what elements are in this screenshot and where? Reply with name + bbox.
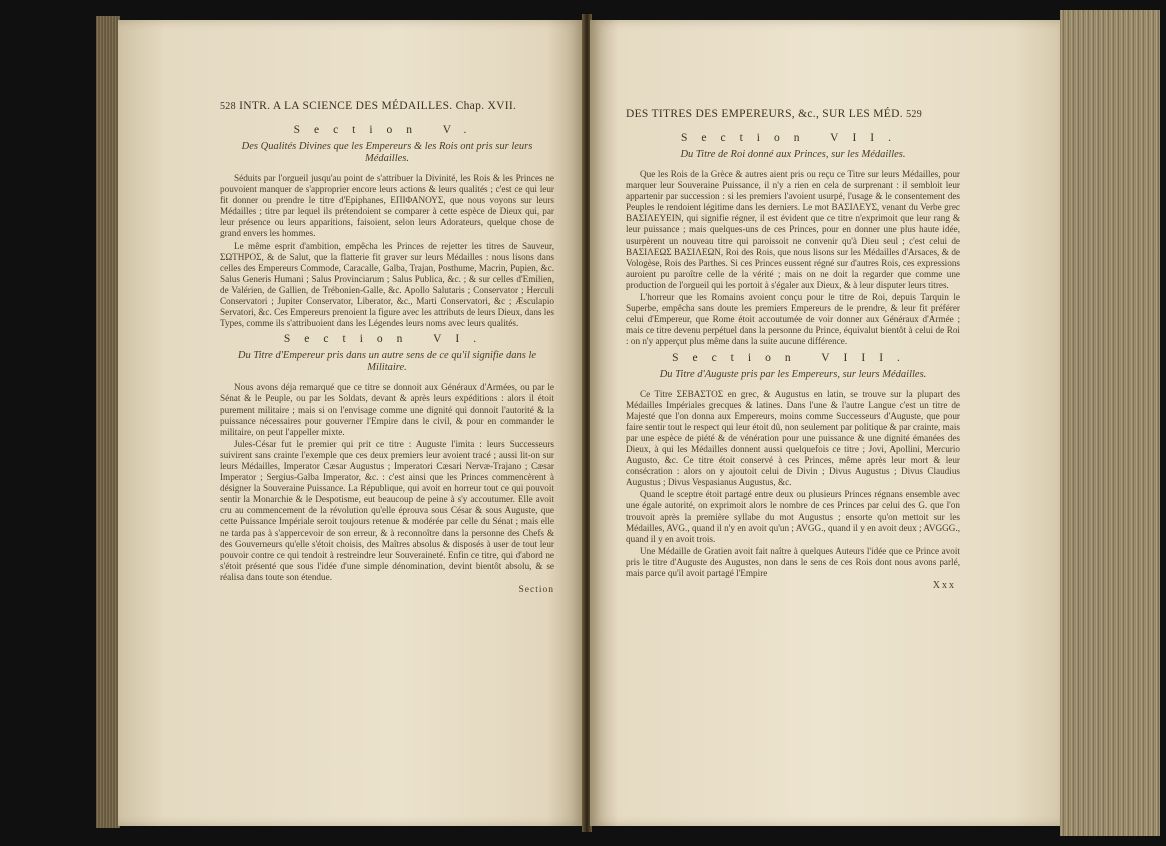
left-page-edges <box>96 16 120 828</box>
right-running-title: DES TITRES DES EMPEREURS, &c., SUR LES MÉD. <box>626 108 903 120</box>
right-running-head <box>626 108 960 120</box>
signature-mark: Xxx <box>932 580 956 592</box>
left-running-title: INTR. A LA SCIENCE DES MÉDAILLES. Chap. XVII. <box>239 100 517 112</box>
section-vi-paragraph: Jules-César fut le premier qui prit ce titre : Auguste l'imita : leurs Successeurs suivirent sans crainte l'exemple que ces deux premiers leur avoient tracé ; aussi lit-on sur leurs Médailles, Imperator Cæsar Augustus ; Imperatori Cæsari Nervæ-Trajano ; Cæsar Imperator ; Sergius-Galba Imperator, &c. : c'est ainsi que les Princes commencèrent à désigner la Souveraine Puissance. La République, qui avoit en horreur tout ce qui pouvoit sentir la Monarchie & le Despotisme, eut beaucoup de peine à s'y accoutumer. Elle avoit cru au commencement de la révolution qu'elle éprouva sous César & sous Auguste, que cette Puissance Impériale seroit toujours retenue & modérée par celle du Sénat ; mais elle ne tarda pas à s'appercevoir de son erreur, & à reconnoître dans la personne des Chefs & des Gouverneurs qu'elle s'étoit choisis, des Maîtres absolus & disposés à user de tout leur pouvoir contre ce qui tendoit à restreindre leur Souveraineté. Enfin ce titre, qui d'abord ne s'étoit présenté que sous l'idée d'une simple dénomination, devint bientôt absolu, & se réalisa dans toute son étendue. <box>220 438 554 582</box>
section-viii-paragraph: Quand le sceptre étoit partagé entre deux ou plusieurs Princes régnans ensemble avec une égale autorité, on exprimoit alors le nombre de ces Princes par celui des G. que l'on trouvoit après la première syllabe du mot Augustus ; ensorte qu'on mettoit sur les Médailles, AVG., quand il n'y en avoit qu'un ; AVGG., quand il y en avoit deux ; AVGGG., quand il y en avoit trois. <box>626 489 960 544</box>
left-text-block <box>220 100 554 595</box>
section-viii-paragraph: Ce Titre ΣΕΒΑΣΤΟΣ en grec, & Augustus en latin, se trouve sur la plupart des Médailles Impériales grecques & latines. Dans l'une & l'autre Langue c'est un titre de Majesté que l'on donna aux Empereurs, moins comme Successeurs d'Auguste, que pour faire sentir tout le respect qui leur étoit dû, non seulement par politique & par crainte, mais par une espèce de piété & de vénération pour une puissance & une dignité émanées des Dieux, à qui les Médailles donnent aussi quelquefois ce titre ; Jovi, Apollini, Mercurio Augusto, &c. Ce titre étoit conservé à ces Princes, même après leur mort & leur consécration : alors on y ajoutoit celui de Divin ; Divus Augustus ; Divus Claudius Augustus ; Divus Vespasianus Augustus, &c. <box>626 388 960 488</box>
right-page-number: 529 <box>906 109 922 120</box>
right-page <box>590 20 1060 826</box>
section-vii-subtitle: Du Titre de Roi donné aux Princes, sur les Médailles. <box>680 149 906 160</box>
right-page-edges <box>1060 10 1160 836</box>
section-viii-paragraph: Une Médaille de Gratien avoit fait naître à quelques Auteurs l'idée que ce Prince avoit pris le titre d'Auguste des Augustes, non dans le sens de ces Rois dont nous avons parlé, mais parce qu'il avoit partagé l'Empire <box>626 545 960 578</box>
section-v-subtitle: Des Qualités Divines que les Empereurs & les Rois ont pris sur leurs Médailles. <box>241 141 533 164</box>
section-viii-heading: Section VIII. <box>672 351 914 364</box>
section-vii-heading: Section VII. <box>680 132 905 144</box>
section-vii-paragraph: L'horreur que les Romains avoient conçu pour le titre de Roi, depuis Tarquin le Superbe, empêcha sans doute les premiers Empereurs de le prendre, & leur fit préférer celui d'Empereur, que Rome étoit accoutumée de voir donner aux Généraux d'Armée ; mais ce titre devenu perpétuel dans la personne du Prince, équivalut bientôt à celui de Roi : on n'y apperçut plus même dans la suite aucune différence. <box>626 292 960 347</box>
section-vi-subtitle: Du Titre d'Empereur pris dans un autre sens de ce qu'il signifie dans le Militaire. <box>237 350 537 374</box>
section-vi-paragraph: Nous avons déja remarqué que ce titre se donnoit aux Généraux d'Armées, ou par le Sénat & le Peuple, ou par les Soldats, devant & après leurs expéditions : alors il étoit purement militaire ; mais si on l'envisage comme une dignité qui donnoit l'autorité & la puissance nécessaires pour gouverner l'Empire dans le civil, & pour en commander le militaire, on peut l'appeller mixte. <box>220 382 554 437</box>
section-v-paragraph: Le même esprit d'ambition, empêcha les Princes de rejetter les titres de Sauveur, ΣΩΤΗΡΟΣ, & de Salut, que la flatterie fit graver sur leurs Médailles : nous lisons dans celles des Empereurs Commode, Caracalle, Galba, Trajan, Posthume, Macrin, Pupien, &c. Salus Generis Humani ; Salus Provinciarum ; Salus Publica, &c. ; & sur celles d'Emilien, de Valérien, de Gallien, de Trébonien-Galle, &c. Apollo Salutaris ; Conservator ; Herculi Conservatori ; Jupiter Conservator, Liberator, &c., Marti Conservatori, &c ; Æsculapio Servatori, &c. Ces Empereurs prenoient la figure avec les attributs de leurs Dieux, dans les Types, comme ils s'attribuoient dans les Légendes leurs noms avec leurs qualités. <box>220 240 554 329</box>
left-page-number: 528 <box>220 101 236 112</box>
section-vi-heading: Section VI. <box>283 333 491 346</box>
left-running-head <box>220 100 554 112</box>
catchword: Section <box>518 585 554 595</box>
left-page <box>118 20 584 826</box>
section-v-paragraph: Séduits par l'orgueil jusqu'au point de s'attribuer la Divinité, les Rois & les Princes ne pouvoient manquer de s'approprier encore leurs actions & leurs qualités ; c'est ce qui leur fit donner ou prendre le titre d'Epiphanes, ΕΠΙΦΑΝΟΥΣ, que nous voyons sur leurs Médailles ; titre par lequel ils prétendoient se comparer à cette espèce de Dieux qui, par leur présence ou leurs apparitions, faisoient, selon leurs Adorateurs, quelque chose de grand envers les hommes. <box>220 173 554 239</box>
section-viii-subtitle: Du Titre d'Auguste pris par les Empereurs, sur leurs Médailles. <box>659 368 927 380</box>
section-vii-paragraph: Que les Rois de la Grèce & autres aient pris ou reçu ce Titre sur leurs Médailles, pour marquer leur Souveraine Puissance, il n'y a rien en cela de surprenant : il sembloit leur appartenir par succession : si les premiers l'avoient usurpé, l'usage & le consentement des Peuples le rendoient légitime dans les derniers. Le mot ΒΑΣΙΛΕΥΣ, venant du Verbe grec ΒΑΣΙΛΕΥΕΙΝ, qui signifie régner, il est évident que ce titre n'exprimoit que leur rang & leur puissance ; mais quelques-uns de ces Princes, pour en donner une plus haute idée, usurpèrent un nouveau titre qui paroissoit ne convenir qu'à Dieu seul ; c'est celui de ΒΑΣΙΛΕΩΣ ΒΑΣΙΛΕΩΝ, Roi des Rois, que nous lisons sur les Médailles d'Arsaces, & de Vologèse, Rois des Parthes. Si ces Princes eussent régné sur d'autres Rois, ces expressions auroient pu paroître celle de la vérité ; mais on ne doit la regarder que comme une production de l'orgueil qui les portoit à s'égaler aux Dieux, & à leur disputer leurs titres. <box>626 169 960 290</box>
section-v-heading: Section V. <box>293 124 481 136</box>
right-text-block <box>626 108 960 591</box>
